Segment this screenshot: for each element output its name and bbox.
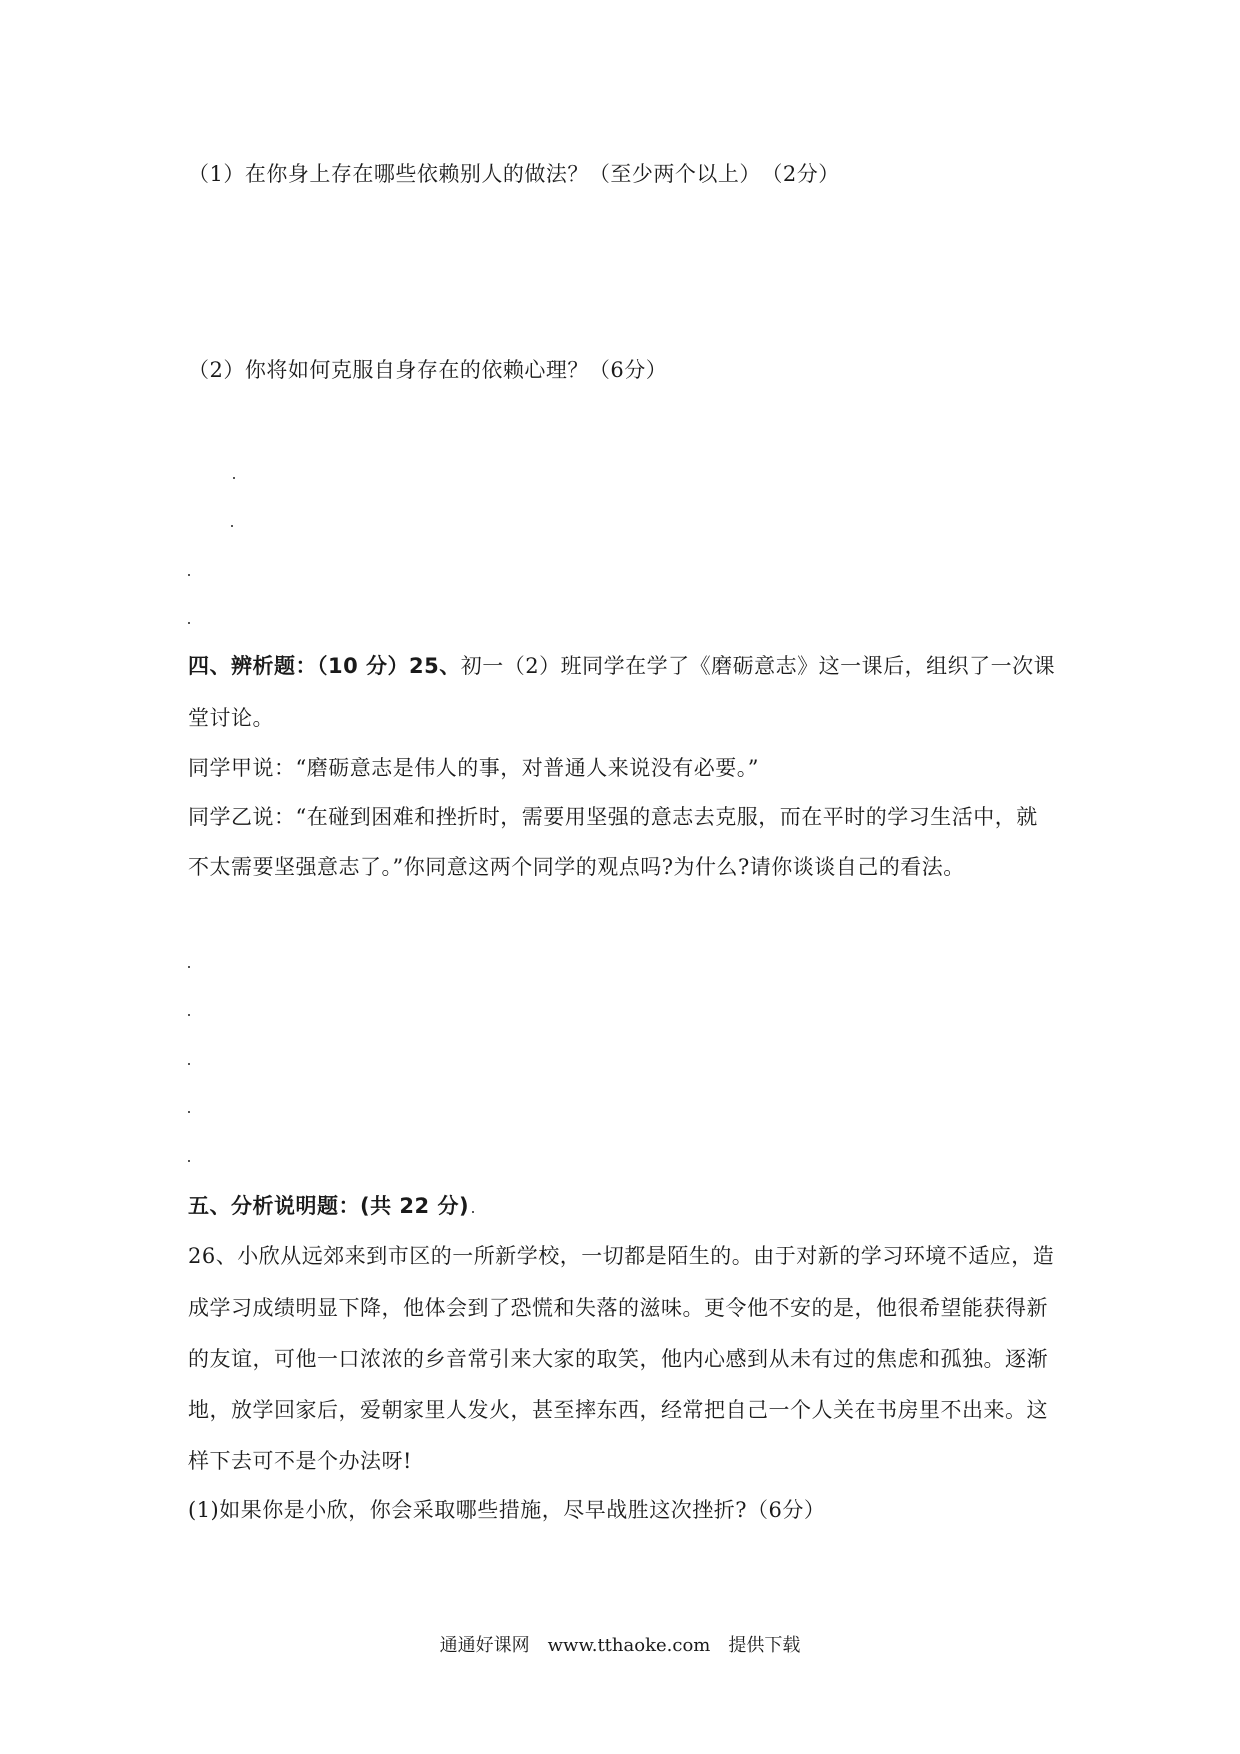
section-4-line-2: 堂讨论。: [188, 706, 274, 730]
scan-speck: [472, 1211, 474, 1213]
section-5-heading: 五、分析说明题：(共 22 分): [188, 1194, 470, 1218]
scan-speck: [188, 574, 190, 576]
question-26-line-2: 成学习成绩明显下降，他体会到了恐慌和失落的滋味。更令他不安的是，他很希望能获得新: [188, 1296, 1048, 1320]
section-4-heading: 四、辨析题：（10 分）25、: [188, 654, 461, 678]
question-26-line-5: 样下去可不是个办法呀!: [188, 1449, 412, 1473]
question-24-part-2: （2）你将如何克服自身存在的依赖心理？（6分）: [188, 358, 668, 382]
question-24-part-1: （1）在你身上存在哪些依赖别人的做法？（至少两个以上） （2分）: [188, 162, 840, 186]
scan-speck: [188, 1111, 190, 1113]
question-26-part-1: (1)如果你是小欣，你会采取哪些措施，尽早战胜这次挫折?（6分）: [188, 1498, 826, 1522]
scan-speck: [188, 1160, 190, 1162]
statement-student-a: 同学甲说：“磨砺意志是伟人的事，对普通人来说没有必要。”: [188, 756, 759, 780]
scan-speck: [188, 1063, 190, 1065]
scan-speck: [233, 477, 235, 479]
scan-speck: [188, 966, 190, 968]
section-4-line-1: [188, 652, 1055, 680]
question-26-line-1: 26、小欣从远郊来到市区的一所新学校，一切都是陌生的。由于对新的学习环境不适应，造: [188, 1244, 1055, 1268]
scan-speck: [188, 622, 190, 624]
question-26-line-3: 的友谊，可他一口浓浓的乡音常引来大家的取笑，他内心感到从未有过的焦虑和孤独。逐渐: [188, 1347, 1048, 1371]
section-4-text: 初一（2）班同学在学了《磨砺意志》这一课后，组织了一次课: [460, 654, 1056, 678]
scan-speck: [231, 525, 233, 527]
scan-speck: [188, 1014, 190, 1016]
question-26-line-4: 地，放学回家后，爱朝家里人发火，甚至摔东西，经常把自己一个人关在书房里不出来。这: [188, 1398, 1048, 1422]
page-footer: 通通好课网 www.tthaoke.com 提供下载: [439, 1635, 801, 1656]
statement-student-b: 同学乙说：“在碰到困难和挫折时，需要用坚强的意志去克服，而在平时的学习生活中，就: [188, 805, 1038, 829]
section-4-question: 不太需要坚强意志了。”你同意这两个同学的观点吗?为什么?请你谈谈自己的看法。: [188, 855, 965, 879]
